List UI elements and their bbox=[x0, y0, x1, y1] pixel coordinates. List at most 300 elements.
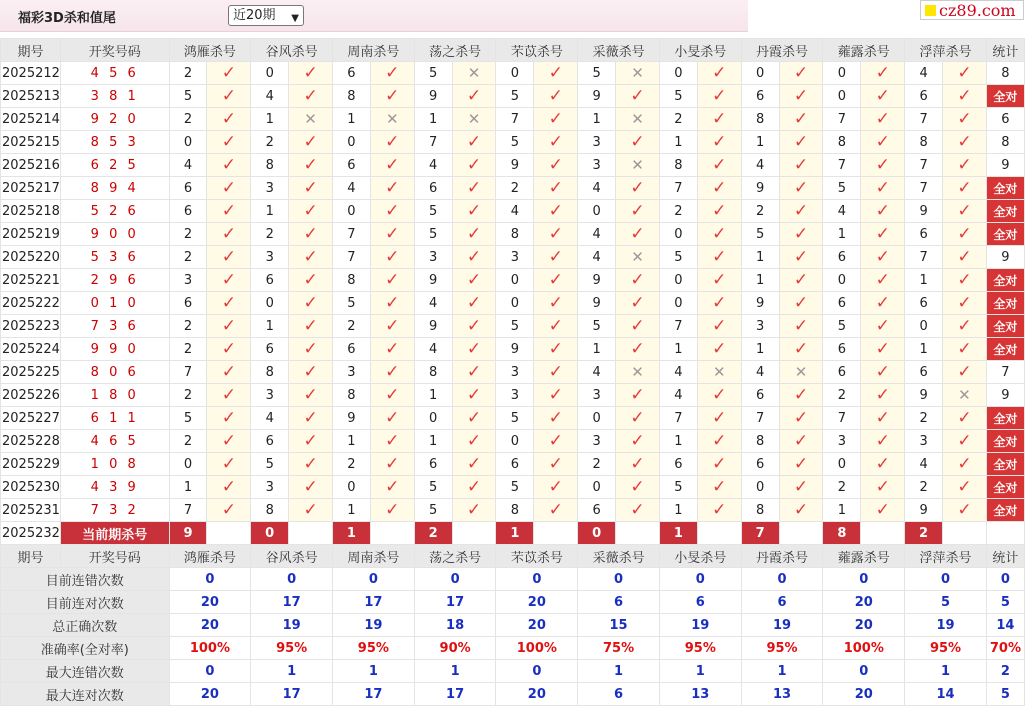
draw-number-cell: 8 0 6 bbox=[60, 361, 169, 384]
check-icon: ✓ bbox=[861, 85, 905, 108]
table-row bbox=[1, 499, 1025, 522]
col-header-expert: 丹霞杀号 bbox=[741, 39, 823, 62]
check-icon: ✓ bbox=[534, 430, 578, 453]
check-icon: ✓ bbox=[697, 223, 741, 246]
kill-number-cell: 1 bbox=[251, 200, 289, 223]
kill-number-cell: 2 bbox=[251, 223, 289, 246]
summary-row bbox=[1, 637, 1025, 660]
check-icon: ✓ bbox=[289, 430, 333, 453]
check-icon: ✓ bbox=[861, 453, 905, 476]
kill-number-cell: 2 bbox=[333, 315, 371, 338]
kill-number-cell: 6 bbox=[905, 292, 943, 315]
check-icon: ✓ bbox=[207, 200, 251, 223]
kill-number-cell: 0 bbox=[578, 407, 616, 430]
cross-icon: ✕ bbox=[452, 62, 496, 85]
kill-number-cell: 7 bbox=[333, 246, 371, 269]
check-icon: ✓ bbox=[616, 223, 660, 246]
table-row bbox=[1, 62, 1025, 85]
check-icon: ✓ bbox=[534, 177, 578, 200]
draw-number-cell: 4 5 6 bbox=[60, 62, 169, 85]
kill-number-cell: 3 bbox=[578, 430, 616, 453]
check-icon: ✓ bbox=[779, 246, 823, 269]
summary-value: 100% bbox=[496, 637, 578, 660]
check-icon: ✓ bbox=[534, 384, 578, 407]
check-icon: ✓ bbox=[697, 499, 741, 522]
check-icon: ✓ bbox=[697, 177, 741, 200]
top-bar bbox=[0, 0, 1025, 36]
check-icon: ✓ bbox=[616, 407, 660, 430]
check-icon: ✓ bbox=[697, 430, 741, 453]
col-header-stat: 统计 bbox=[986, 545, 1024, 568]
kill-number-cell: 6 bbox=[169, 292, 207, 315]
kill-number-cell: 6 bbox=[251, 430, 289, 453]
check-icon: ✓ bbox=[534, 361, 578, 384]
check-icon: ✓ bbox=[616, 292, 660, 315]
check-icon: ✓ bbox=[370, 361, 414, 384]
kill-number-cell: 6 bbox=[169, 177, 207, 200]
check-icon: ✓ bbox=[207, 292, 251, 315]
kill-number-cell: 5 bbox=[823, 315, 861, 338]
check-icon: ✓ bbox=[943, 246, 987, 269]
draw-number-cell: 9 0 0 bbox=[60, 223, 169, 246]
kill-number-cell: 9 bbox=[905, 384, 943, 407]
check-icon: ✓ bbox=[289, 476, 333, 499]
cross-icon: ✕ bbox=[616, 108, 660, 131]
summary-value: 0 bbox=[169, 660, 251, 683]
kill-number-cell: 7 bbox=[823, 154, 861, 177]
kill-number-cell: 0 bbox=[905, 315, 943, 338]
kill-number-cell: 6 bbox=[414, 177, 452, 200]
cross-icon: ✕ bbox=[370, 108, 414, 131]
kill-number-cell: 1 bbox=[905, 269, 943, 292]
check-icon: ✓ bbox=[861, 177, 905, 200]
kill-number-cell: 0 bbox=[823, 269, 861, 292]
summary-value: 1 bbox=[741, 660, 823, 683]
check-icon: ✓ bbox=[207, 246, 251, 269]
kill-number-cell: 6 bbox=[905, 223, 943, 246]
check-icon: ✓ bbox=[534, 223, 578, 246]
kill-number-cell: 4 bbox=[905, 453, 943, 476]
kill-number-cell: 4 bbox=[659, 384, 697, 407]
table-row bbox=[1, 223, 1025, 246]
kill-number-cell: 8 bbox=[496, 499, 534, 522]
logo-text: cz89.com bbox=[939, 1, 1016, 20]
kill-number-cell: 5 bbox=[169, 85, 207, 108]
summary-value: 1 bbox=[578, 660, 660, 683]
kill-number-cell: 9 bbox=[496, 154, 534, 177]
check-icon: ✓ bbox=[943, 430, 987, 453]
kill-number-cell: 0 bbox=[169, 453, 207, 476]
kill-number-cell: 0 bbox=[496, 292, 534, 315]
table-row bbox=[1, 177, 1025, 200]
current-kill-blank bbox=[779, 522, 823, 545]
cross-icon: ✕ bbox=[452, 108, 496, 131]
kill-number-cell: 2 bbox=[905, 476, 943, 499]
draw-number-cell: 9 2 0 bbox=[60, 108, 169, 131]
check-icon: ✓ bbox=[207, 269, 251, 292]
kill-number-cell: 8 bbox=[251, 361, 289, 384]
kill-number-cell: 5 bbox=[496, 315, 534, 338]
draw-number-cell: 4 3 9 bbox=[60, 476, 169, 499]
kill-number-cell: 7 bbox=[905, 154, 943, 177]
kill-number-cell: 0 bbox=[823, 453, 861, 476]
kill-number-cell: 2 bbox=[823, 476, 861, 499]
summary-value: 0 bbox=[986, 568, 1024, 591]
check-icon: ✓ bbox=[943, 200, 987, 223]
table-row bbox=[1, 131, 1025, 154]
col-header-expert: 荡之杀号 bbox=[414, 39, 496, 62]
kill-number-cell: 7 bbox=[823, 108, 861, 131]
summary-label: 最大连错次数 bbox=[1, 660, 170, 683]
check-icon: ✓ bbox=[289, 62, 333, 85]
col-header-expert: 蕹露杀号 bbox=[823, 545, 905, 568]
check-icon: ✓ bbox=[452, 384, 496, 407]
summary-value: 17 bbox=[414, 683, 496, 706]
period-cell: 2025224 bbox=[1, 338, 61, 361]
chevron-down-icon: ▼ bbox=[291, 13, 299, 24]
summary-value: 1 bbox=[905, 660, 987, 683]
draw-number-cell: 5 2 6 bbox=[60, 200, 169, 223]
check-icon: ✓ bbox=[943, 154, 987, 177]
current-kill-row bbox=[1, 522, 1025, 545]
check-icon: ✓ bbox=[370, 384, 414, 407]
kill-number-cell: 9 bbox=[578, 85, 616, 108]
col-header-expert: 浮萍杀号 bbox=[905, 545, 987, 568]
kill-number-cell: 7 bbox=[169, 361, 207, 384]
kill-number-cell: 1 bbox=[414, 430, 452, 453]
kill-number-cell: 4 bbox=[741, 154, 779, 177]
kill-number-cell: 8 bbox=[905, 131, 943, 154]
check-icon: ✓ bbox=[697, 476, 741, 499]
check-icon: ✓ bbox=[779, 131, 823, 154]
summary-value: 0 bbox=[414, 568, 496, 591]
check-icon: ✓ bbox=[452, 292, 496, 315]
kill-number-cell: 1 bbox=[741, 338, 779, 361]
current-kill-number: 0 bbox=[251, 522, 289, 545]
check-icon: ✓ bbox=[289, 361, 333, 384]
summary-value: 17 bbox=[414, 591, 496, 614]
kill-number-cell: 3 bbox=[251, 384, 289, 407]
kill-number-cell: 5 bbox=[578, 62, 616, 85]
kill-number-cell: 4 bbox=[496, 200, 534, 223]
period-cell: 2025216 bbox=[1, 154, 61, 177]
cross-icon: ✕ bbox=[289, 108, 333, 131]
kill-number-cell: 6 bbox=[905, 361, 943, 384]
check-icon: ✓ bbox=[370, 246, 414, 269]
summary-row bbox=[1, 660, 1025, 683]
check-icon: ✓ bbox=[697, 154, 741, 177]
col-header-expert: 周南杀号 bbox=[333, 545, 415, 568]
current-period-cell: 2025232 bbox=[1, 522, 61, 545]
check-icon: ✓ bbox=[861, 223, 905, 246]
period-cell: 2025213 bbox=[1, 85, 61, 108]
check-icon: ✓ bbox=[289, 292, 333, 315]
check-icon: ✓ bbox=[452, 315, 496, 338]
kill-number-cell: 0 bbox=[578, 200, 616, 223]
kill-number-cell: 3 bbox=[414, 246, 452, 269]
col-header-expert: 浮萍杀号 bbox=[905, 39, 987, 62]
kill-number-cell: 2 bbox=[169, 430, 207, 453]
stat-cell: 全对 bbox=[986, 269, 1024, 292]
stat-cell: 全对 bbox=[986, 223, 1024, 246]
kill-number-cell: 3 bbox=[578, 154, 616, 177]
table-row bbox=[1, 315, 1025, 338]
cross-icon: ✕ bbox=[616, 246, 660, 269]
kill-number-cell: 7 bbox=[905, 177, 943, 200]
check-icon: ✓ bbox=[207, 430, 251, 453]
kill-number-cell: 6 bbox=[905, 85, 943, 108]
kill-number-cell: 8 bbox=[251, 499, 289, 522]
stat-cell: 全对 bbox=[986, 315, 1024, 338]
check-icon: ✓ bbox=[452, 361, 496, 384]
stat-cell: 全对 bbox=[986, 476, 1024, 499]
current-kill-blank bbox=[370, 522, 414, 545]
kill-number-cell: 3 bbox=[169, 269, 207, 292]
period-cell: 2025229 bbox=[1, 453, 61, 476]
summary-label: 最大连对次数 bbox=[1, 683, 170, 706]
summary-value: 0 bbox=[741, 568, 823, 591]
check-icon: ✓ bbox=[779, 108, 823, 131]
kill-number-cell: 6 bbox=[333, 62, 371, 85]
period-cell: 2025212 bbox=[1, 62, 61, 85]
summary-value: 15 bbox=[578, 614, 660, 637]
kill-number-cell: 2 bbox=[169, 338, 207, 361]
table-row bbox=[1, 154, 1025, 177]
kill-number-cell: 3 bbox=[578, 131, 616, 154]
kill-number-cell: 3 bbox=[496, 361, 534, 384]
kill-number-cell: 4 bbox=[414, 154, 452, 177]
kill-number-cell: 2 bbox=[169, 315, 207, 338]
check-icon: ✓ bbox=[370, 154, 414, 177]
check-icon: ✓ bbox=[452, 338, 496, 361]
summary-value: 20 bbox=[496, 683, 578, 706]
summary-value: 20 bbox=[823, 591, 905, 614]
period-cell: 2025230 bbox=[1, 476, 61, 499]
check-icon: ✓ bbox=[207, 338, 251, 361]
current-kill-number: 2 bbox=[905, 522, 943, 545]
kill-number-cell: 4 bbox=[741, 361, 779, 384]
kill-number-cell: 1 bbox=[251, 315, 289, 338]
kill-number-cell: 3 bbox=[251, 246, 289, 269]
check-icon: ✓ bbox=[616, 131, 660, 154]
check-icon: ✓ bbox=[207, 361, 251, 384]
summary-value: 0 bbox=[251, 568, 333, 591]
page-title: 福彩3D杀和值尾 bbox=[18, 11, 116, 26]
kill-number-cell: 8 bbox=[496, 223, 534, 246]
summary-value: 2 bbox=[986, 660, 1024, 683]
stat-cell: 全对 bbox=[986, 453, 1024, 476]
check-icon: ✓ bbox=[861, 407, 905, 430]
table-row bbox=[1, 384, 1025, 407]
table-row bbox=[1, 361, 1025, 384]
kill-number-cell: 3 bbox=[496, 246, 534, 269]
col-header-period: 期号 bbox=[1, 545, 61, 568]
col-header-draw: 开奖号码 bbox=[60, 545, 169, 568]
table-row bbox=[1, 476, 1025, 499]
table-row bbox=[1, 108, 1025, 131]
summary-value: 0 bbox=[333, 568, 415, 591]
check-icon: ✓ bbox=[697, 62, 741, 85]
period-select[interactable] bbox=[228, 5, 304, 26]
summary-value: 5 bbox=[986, 683, 1024, 706]
draw-number-cell: 7 3 6 bbox=[60, 315, 169, 338]
kill-number-cell: 8 bbox=[741, 430, 779, 453]
check-icon: ✓ bbox=[289, 223, 333, 246]
summary-row bbox=[1, 683, 1025, 706]
check-icon: ✓ bbox=[861, 292, 905, 315]
period-cell: 2025217 bbox=[1, 177, 61, 200]
check-icon: ✓ bbox=[779, 499, 823, 522]
summary-value: 100% bbox=[169, 637, 251, 660]
kill-number-cell: 4 bbox=[823, 200, 861, 223]
kill-number-cell: 4 bbox=[251, 407, 289, 430]
site-logo[interactable] bbox=[920, 0, 1024, 20]
summary-label: 总正确次数 bbox=[1, 614, 170, 637]
check-icon: ✓ bbox=[779, 62, 823, 85]
check-icon: ✓ bbox=[370, 407, 414, 430]
period-cell: 2025214 bbox=[1, 108, 61, 131]
col-header-expert: 采薇杀号 bbox=[578, 545, 660, 568]
stat-cell: 全对 bbox=[986, 177, 1024, 200]
kill-number-cell: 8 bbox=[333, 384, 371, 407]
period-cell: 2025220 bbox=[1, 246, 61, 269]
summary-value: 95% bbox=[333, 637, 415, 660]
current-kill-number: 8 bbox=[823, 522, 861, 545]
kill-number-cell: 1 bbox=[905, 338, 943, 361]
check-icon: ✓ bbox=[697, 269, 741, 292]
check-icon: ✓ bbox=[943, 131, 987, 154]
col-header-expert: 鸿雁杀号 bbox=[169, 545, 251, 568]
check-icon: ✓ bbox=[616, 476, 660, 499]
kill-number-cell: 0 bbox=[496, 269, 534, 292]
check-icon: ✓ bbox=[534, 476, 578, 499]
kill-number-cell: 1 bbox=[741, 246, 779, 269]
kill-number-cell: 9 bbox=[741, 177, 779, 200]
check-icon: ✓ bbox=[861, 269, 905, 292]
kill-number-cell: 0 bbox=[333, 131, 371, 154]
kill-number-cell: 1 bbox=[333, 108, 371, 131]
kill-number-cell: 0 bbox=[333, 200, 371, 223]
summary-value: 20 bbox=[169, 683, 251, 706]
kill-number-cell: 2 bbox=[905, 407, 943, 430]
draw-number-cell: 8 9 4 bbox=[60, 177, 169, 200]
kill-number-cell: 1 bbox=[251, 108, 289, 131]
kill-number-cell: 5 bbox=[578, 315, 616, 338]
kill-number-cell: 1 bbox=[659, 338, 697, 361]
summary-value: 0 bbox=[823, 660, 905, 683]
kill-number-cell: 7 bbox=[659, 177, 697, 200]
kill-number-cell: 0 bbox=[578, 476, 616, 499]
period-cell: 2025223 bbox=[1, 315, 61, 338]
check-icon: ✓ bbox=[289, 131, 333, 154]
check-icon: ✓ bbox=[943, 177, 987, 200]
draw-number-cell: 0 1 0 bbox=[60, 292, 169, 315]
col-header-expert: 蕹露杀号 bbox=[823, 39, 905, 62]
kill-number-cell: 3 bbox=[823, 430, 861, 453]
summary-value: 95% bbox=[251, 637, 333, 660]
cross-icon: ✕ bbox=[697, 361, 741, 384]
check-icon: ✓ bbox=[534, 246, 578, 269]
kill-number-cell: 0 bbox=[251, 62, 289, 85]
kill-number-cell: 0 bbox=[169, 131, 207, 154]
summary-value: 13 bbox=[659, 683, 741, 706]
summary-value: 1 bbox=[659, 660, 741, 683]
draw-number-cell: 3 8 1 bbox=[60, 85, 169, 108]
table-row bbox=[1, 292, 1025, 315]
kill-number-cell: 5 bbox=[496, 407, 534, 430]
kill-number-cell: 7 bbox=[659, 407, 697, 430]
summary-row bbox=[1, 591, 1025, 614]
check-icon: ✓ bbox=[207, 131, 251, 154]
col-header-expert: 芣苡杀号 bbox=[496, 545, 578, 568]
kill-number-cell: 8 bbox=[333, 85, 371, 108]
col-header-expert: 小旻杀号 bbox=[659, 545, 741, 568]
check-icon: ✓ bbox=[616, 453, 660, 476]
summary-value: 95% bbox=[659, 637, 741, 660]
col-header-expert: 谷风杀号 bbox=[251, 545, 333, 568]
check-icon: ✓ bbox=[943, 269, 987, 292]
col-header-expert: 芣苡杀号 bbox=[496, 39, 578, 62]
stat-cell: 9 bbox=[986, 384, 1024, 407]
kill-number-cell: 6 bbox=[823, 292, 861, 315]
check-icon: ✓ bbox=[616, 499, 660, 522]
check-icon: ✓ bbox=[452, 154, 496, 177]
kill-number-cell: 9 bbox=[496, 338, 534, 361]
summary-value: 13 bbox=[741, 683, 823, 706]
table-row bbox=[1, 269, 1025, 292]
check-icon: ✓ bbox=[370, 338, 414, 361]
kill-number-cell: 1 bbox=[741, 269, 779, 292]
check-icon: ✓ bbox=[534, 499, 578, 522]
kill-number-cell: 1 bbox=[659, 131, 697, 154]
kill-number-cell: 1 bbox=[578, 108, 616, 131]
summary-value: 5 bbox=[905, 591, 987, 614]
check-icon: ✓ bbox=[943, 62, 987, 85]
check-icon: ✓ bbox=[207, 407, 251, 430]
check-icon: ✓ bbox=[779, 407, 823, 430]
kill-number-cell: 5 bbox=[414, 499, 452, 522]
kill-number-cell: 4 bbox=[659, 361, 697, 384]
summary-value: 17 bbox=[333, 591, 415, 614]
kill-number-cell: 9 bbox=[578, 269, 616, 292]
check-icon: ✓ bbox=[861, 62, 905, 85]
summary-value: 20 bbox=[823, 683, 905, 706]
period-cell: 2025228 bbox=[1, 430, 61, 453]
summary-value: 6 bbox=[741, 591, 823, 614]
kill-number-cell: 4 bbox=[578, 246, 616, 269]
check-icon: ✓ bbox=[452, 499, 496, 522]
draw-number-cell: 6 2 5 bbox=[60, 154, 169, 177]
col-header-expert: 周南杀号 bbox=[333, 39, 415, 62]
cross-icon: ✕ bbox=[616, 361, 660, 384]
kill-number-cell: 3 bbox=[905, 430, 943, 453]
check-icon: ✓ bbox=[534, 407, 578, 430]
check-icon: ✓ bbox=[207, 453, 251, 476]
kill-number-cell: 6 bbox=[333, 338, 371, 361]
check-icon: ✓ bbox=[207, 85, 251, 108]
summary-value: 0 bbox=[169, 568, 251, 591]
kill-number-cell: 0 bbox=[823, 85, 861, 108]
check-icon: ✓ bbox=[534, 85, 578, 108]
current-kill-blank bbox=[207, 522, 251, 545]
check-icon: ✓ bbox=[370, 430, 414, 453]
check-icon: ✓ bbox=[779, 154, 823, 177]
current-kill-blank bbox=[943, 522, 987, 545]
check-icon: ✓ bbox=[534, 131, 578, 154]
kill-number-cell: 1 bbox=[823, 499, 861, 522]
check-icon: ✓ bbox=[861, 154, 905, 177]
check-icon: ✓ bbox=[861, 384, 905, 407]
